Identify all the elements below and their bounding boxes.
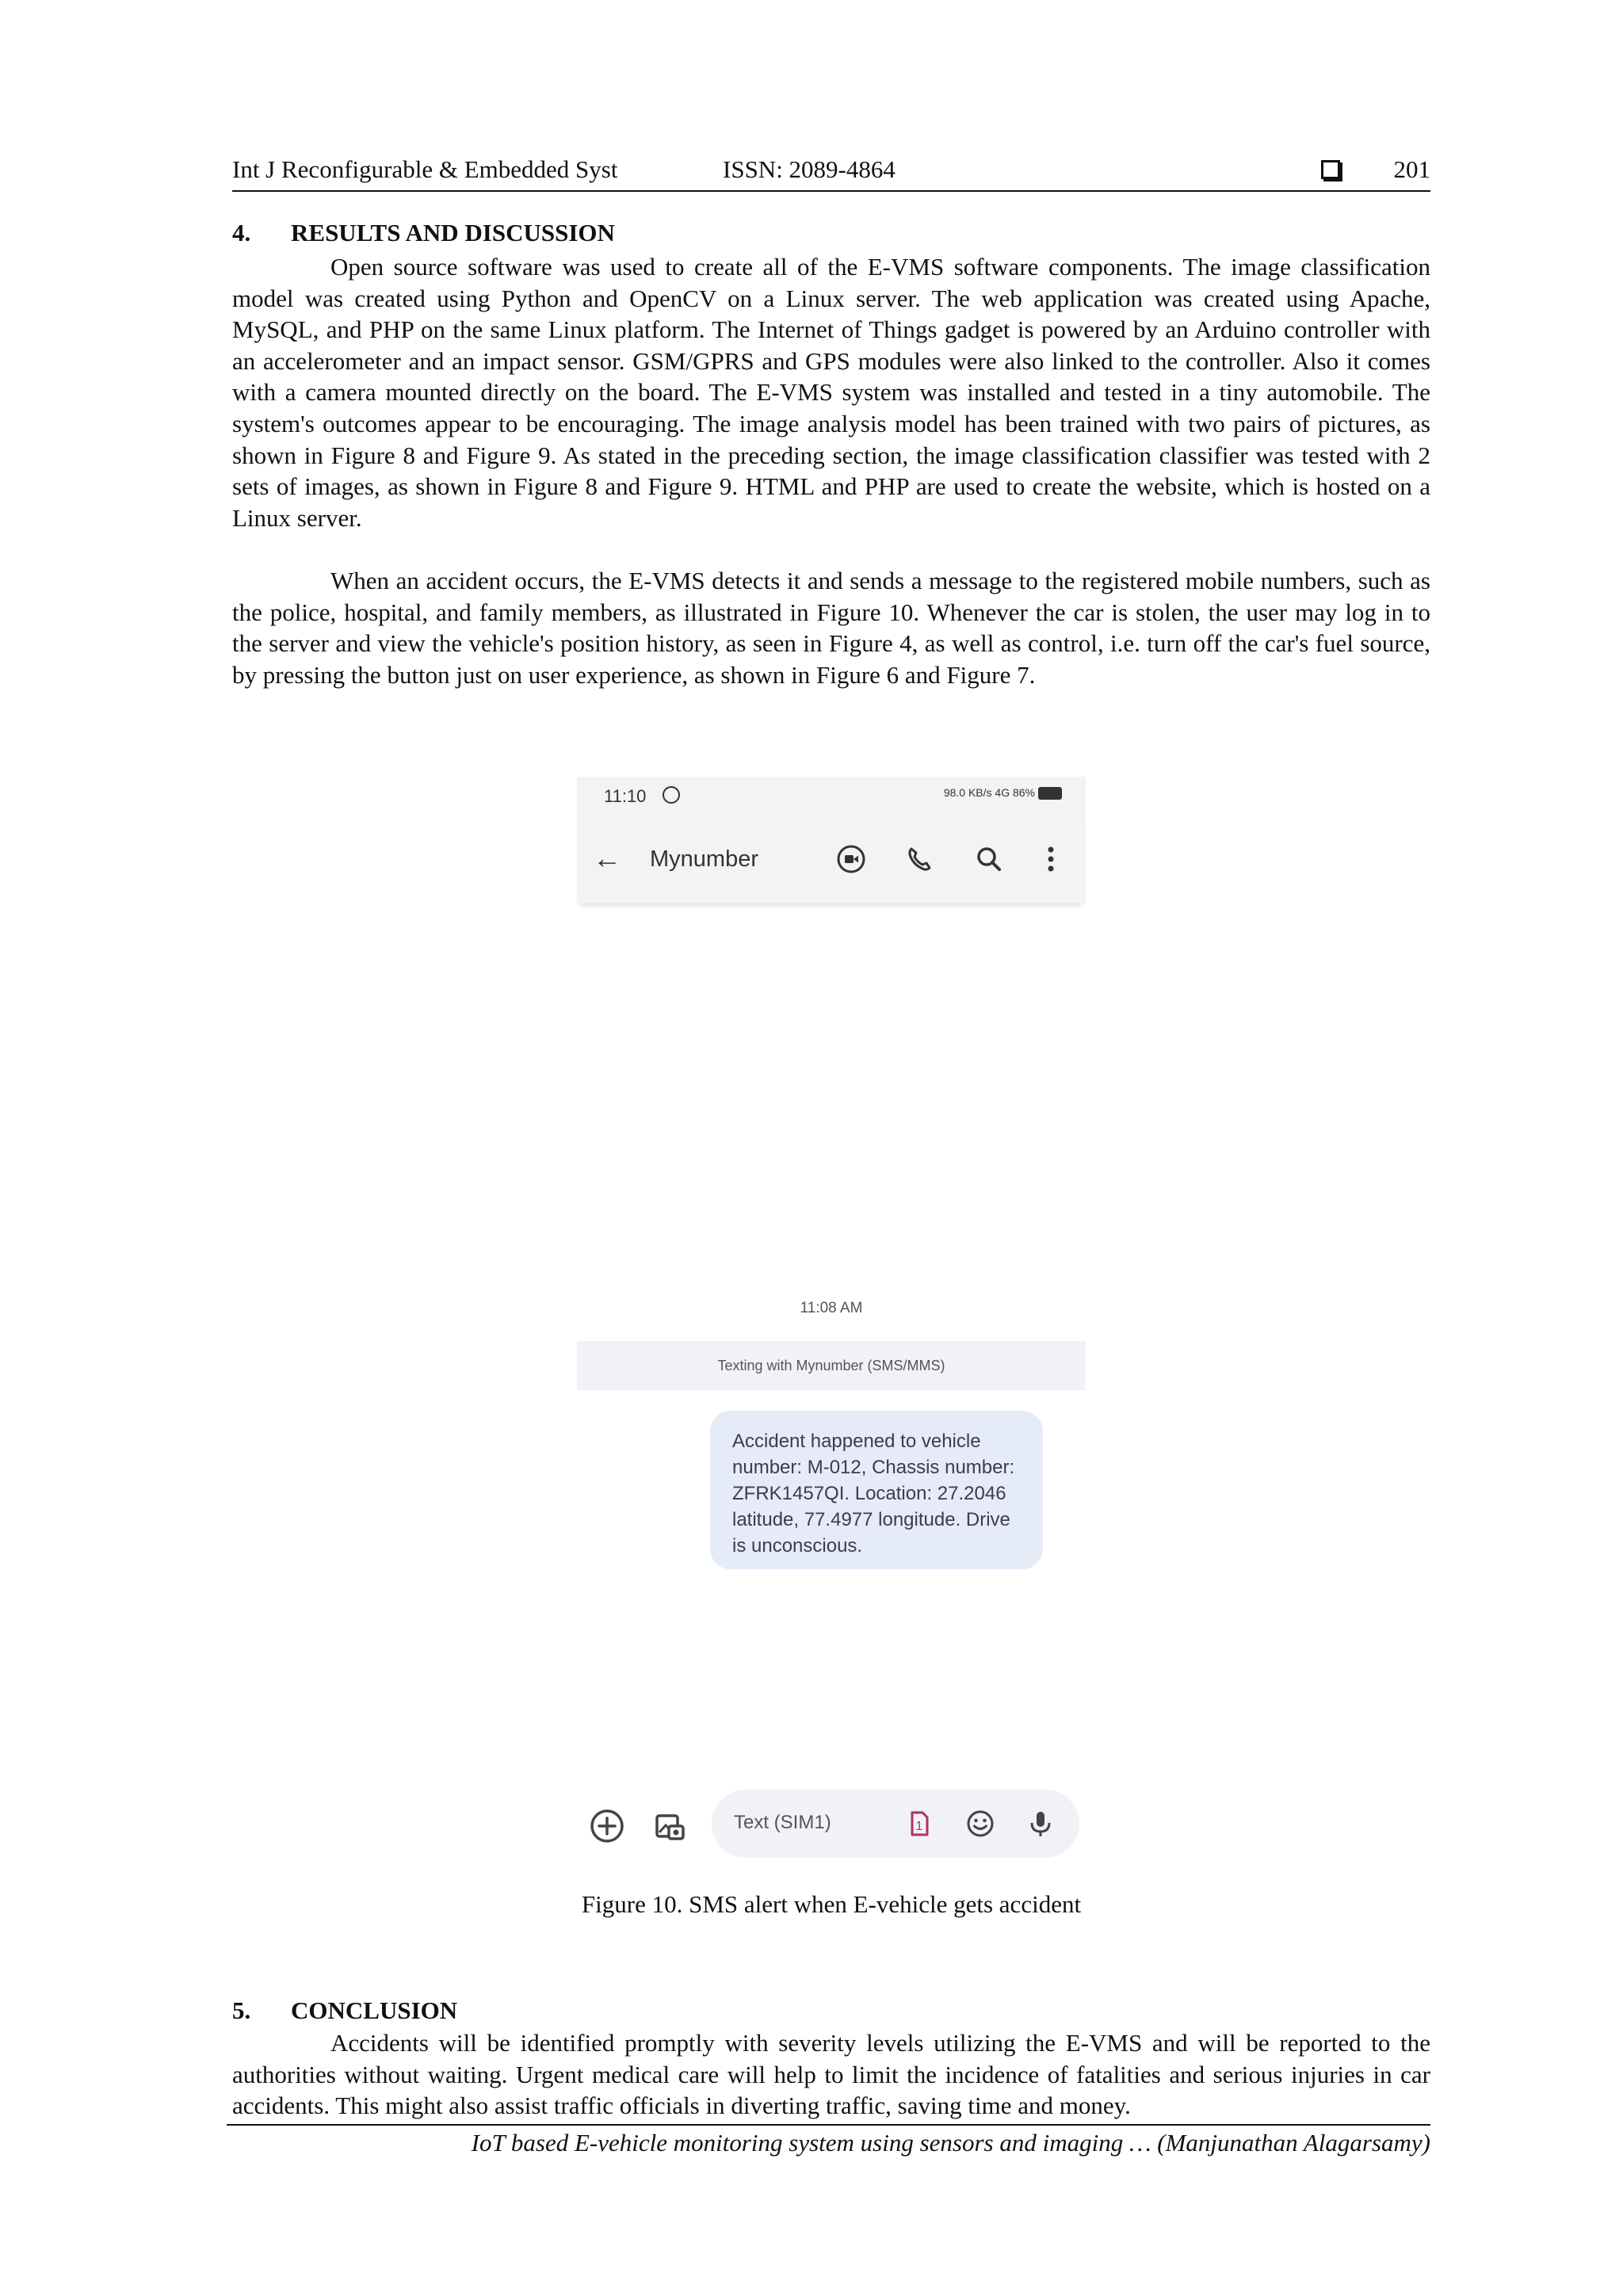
message-input[interactable] [712,1790,1079,1858]
more-options-icon[interactable] [1035,843,1067,875]
sim-badge: 1 [915,1820,923,1833]
message-composer [577,1790,1086,1861]
section-5-number: 5. [232,1996,251,2024]
status-time: 11:10 [604,786,647,806]
video-call-icon[interactable] [835,843,867,875]
message-timestamp: 11:08 AM [800,1300,863,1316]
status-indicators [944,786,1062,800]
phone-call-icon[interactable] [903,843,935,875]
section-4-paragraph-2: When an accident occurs, the E-VMS detects it and sends a message to the registered mobile numbers, such as the police, hospital, and family members, as illustrated in Figure 10. Whenever the car is stolen, the user may log in to the server and view the vehicle's position history, as seen in Figure 4, as well as control, i.e. turn off the car's fuel source, by pressing the button just on user experience, as shown in Figure 6 and Figure 7. [232,567,1430,689]
issn: ISSN: 2089-4864 [723,155,896,183]
running-footer: IoT based E-vehicle monitoring system using sensors and imaging … (Manjunathan Alagarsamy) [471,2129,1430,2157]
running-header [232,155,1430,192]
status-bar [577,777,1086,815]
section-5-paragraph-1: Accidents will be identified promptly with severity levels utilizing the E-VMS and will be reported to the authorities without waiting. Urgent medical care will help to limit the incidence of fatalities and serious injuries in car accidents. This might also assist traffic officials in diverting traffic, saving time and money. [232,2029,1430,2120]
section-4-title: RESULTS AND DISCUSSION [291,219,615,246]
status-right-text: 98.0 KB/s 4G 86% [943,786,1035,799]
emoji-icon[interactable] [964,1807,997,1840]
section-4-number: 4. [232,219,251,246]
back-arrow-icon[interactable]: ← [593,842,621,874]
thread-label: Texting with Mynumber (SMS/MMS) [577,1341,1086,1390]
sms-screenshot-figure [577,777,1086,1870]
square-icon [1321,160,1340,179]
conversation-app-bar [577,815,1086,904]
section-5-heading [232,1996,457,2025]
whatsapp-icon [663,786,680,804]
figure-caption: Figure 10. SMS alert when E-vehicle gets accident [581,1890,1082,1918]
message-input-placeholder: Text (SIM1) [734,1812,831,1833]
journal-name: Int J Reconfigurable & Embedded Syst [232,155,618,183]
contact-name: Mynumber [650,846,758,872]
section-5-title: CONCLUSION [291,1996,458,2024]
message-bubble[interactable]: Accident happened to vehicle number: M-012, Chassis number: ZFRK1457QI. Location: 27.2046 latitude, 77.4977 longitude. Drive is unconscious. [710,1411,1043,1569]
microphone-icon[interactable] [1024,1807,1057,1840]
battery-icon [1038,787,1062,800]
section-4-paragraph-1: Open source software was used to create all of the E-VMS software components. The image classification model was created using Python and OpenCV on a Linux server. The web application was created using Apache, MySQL, and PHP on the same Linux platform. The Internet of Things gadget is powered by an Arduino controller with an accelerometer and an impact sensor. GSM/GPRS and GPS modules were also linked to the controller. Also it comes with a camera mounted directly on the board. The E-VMS system was installed and tested in a tiny automobile. The system's outcomes appear to be encouraging. The image analysis model has been trained with two pairs of pictures, as shown in Figure 8 and Figure 9. As stated in the preceding section, the image classification classifier was tested with 2 sets of images, as shown in Figure 8 and Figure 9. HTML and PHP are used to create the website, which is hosted on a Linux server. [232,253,1430,532]
sim-card-icon[interactable] [902,1807,935,1840]
search-icon[interactable] [973,843,1005,875]
gallery-icon[interactable] [650,1807,688,1845]
page-number: 201 [1393,155,1430,183]
footer-rule [227,2124,1430,2126]
add-circle-icon[interactable] [588,1807,626,1845]
section-4-heading [232,219,615,247]
